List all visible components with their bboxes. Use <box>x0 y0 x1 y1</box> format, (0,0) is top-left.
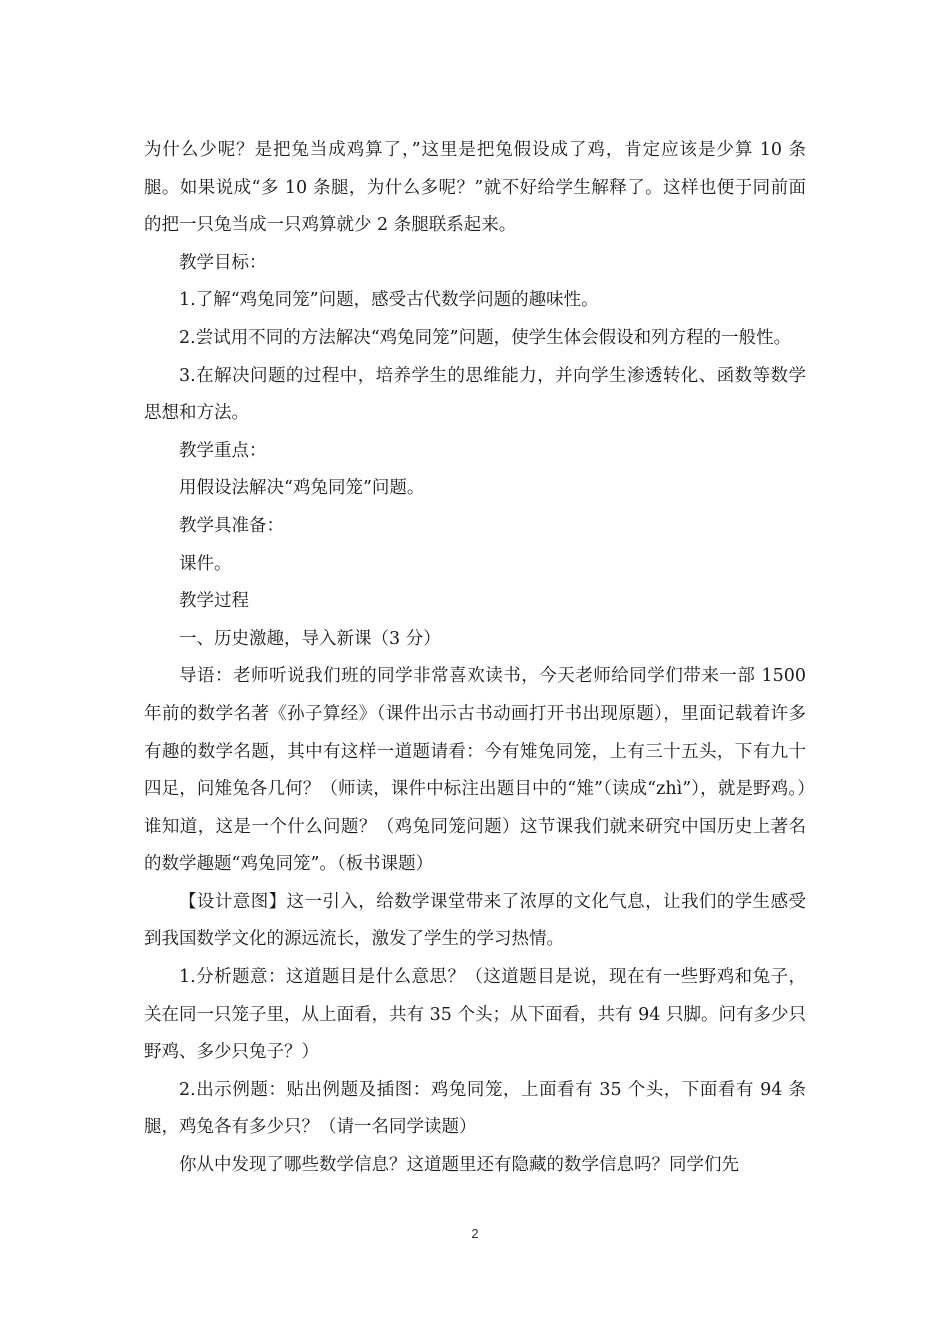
goal-item-2: 2.尝试用不同的方法解决“鸡兔同笼”问题，使学生体会假设和列方程的一般性。 <box>179 327 792 348</box>
goal-item-1: 1.了解“鸡兔同笼”问题，感受古代数学问题的趣味性。 <box>179 290 599 311</box>
section-heading-1: 一、历史激趣，导入新课（3 分） <box>179 628 441 649</box>
teaching-materials-text: 课件。 <box>179 553 232 574</box>
heading-teaching-materials: 教学具准备： <box>179 515 284 536</box>
question-paragraph: 你从中发现了哪些数学信息？这道题里还有隐藏的数学信息吗？同学们先 <box>179 1155 739 1176</box>
document-page <box>144 132 806 1185</box>
heading-teaching-process: 教学过程 <box>179 591 249 612</box>
heading-teaching-focus: 教学重点： <box>179 440 267 461</box>
design-intent-paragraph: 【设计意图】这一引入，给数学课堂带来了浓厚的文化气息，让我们的学生感受到我国数学文化的源远流长，激发了学生的学习热情。 <box>144 891 806 950</box>
analysis-step-1: 1.分析题意：这道题目是什么意思？（这道题目是说，现在有一些野鸡和兔子，关在同一只笼子里，从上面看，共有 35 个头；从下面看，共有 94 只脚。问有多少只野鸡、多少只兔子？） <box>144 967 806 1063</box>
heading-teaching-goals: 教学目标： <box>179 252 267 273</box>
example-step-2: 2.出示例题：贴出例题及插图：鸡兔同笼，上面看有 35 个头，下面看有 94 条腿，鸡兔各有多少只？（请一名同学读题） <box>144 1079 806 1138</box>
goal-item-3: 3.在解决问题的过程中，培养学生的思维能力，并向学生渗透转化、函数等数学思想和方法。 <box>144 365 806 424</box>
teaching-focus-text: 用假设法解决“鸡兔同笼”问题。 <box>179 478 425 499</box>
intro-paragraph: 导语：老师听说我们班的同学非常喜欢读书，今天老师给同学们带来一部 1500 年前的数学名著《孙子算经》（课件出示古书动画打开书出现原题），里面记载着许多有趣的数学名题，其中有这样一道题请看：今有雉兔同笼，上有三十五头，下有九十四足，问雉兔各几何？（师读，课件中标注出题目中的“雉”（读成“zhì”），就是野鸡。）谁知道，这是一个什么问题？（鸡兔同笼问题）这节课我们就来研究中国历史上著名的数学趣题“鸡兔同笼”。（板书课题） <box>144 666 806 875</box>
paragraph-continuation: 为什么少呢？是把兔当成鸡算了，”这里是把兔假设成了鸡，肯定应该是少算 10 条腿。如果说成“多 10 条腿，为什么多呢？”就不好给学生解释了。这样也便于同前面的把一只兔当成一只鸡算就少 2 条腿联系起来。 <box>144 140 806 236</box>
page-number: 2 <box>471 1226 479 1241</box>
